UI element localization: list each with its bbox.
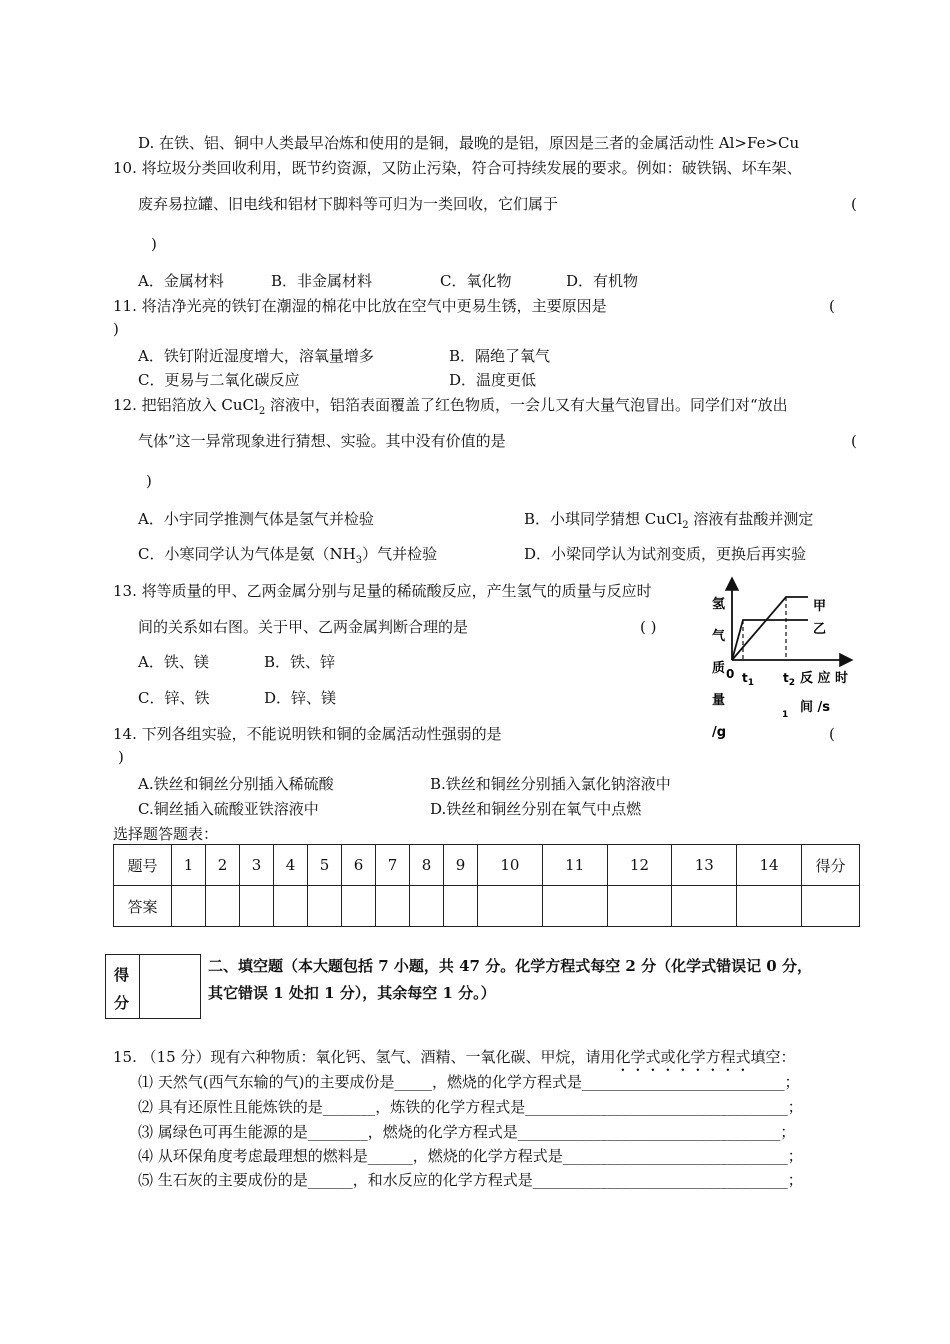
t1-label: $t_1$ <box>742 671 755 688</box>
q-number: 12 <box>607 845 672 886</box>
q-number: 8 <box>410 845 444 886</box>
q11-option-c: C．更易与二氧化碳反应 <box>138 371 300 389</box>
q12-stem-line2: 气体”这一异常现象进行猜想、实验。其中没有价值的是 <box>138 432 506 450</box>
q14-paren-open: ( <box>829 725 835 743</box>
q13-option-a: A．铁、镁 <box>138 653 209 671</box>
q-number: 2 <box>206 845 240 886</box>
q14-option-c: C.铜丝插入硫酸亚铁溶液中 <box>138 800 319 818</box>
q14-option-b: B.铁丝和铜丝分别插入氯化钠溶液中 <box>430 775 671 793</box>
origin-label: 0 <box>726 667 735 681</box>
q13-paren: ( ) <box>640 618 657 636</box>
q14-stem: 14. 下列各组实验，不能说明铁和铜的金属活动性强弱的是 <box>113 725 502 743</box>
q12-paren-open: ( <box>851 432 857 450</box>
q13-option-d: D．锌、镁 <box>264 689 337 707</box>
q13-stem-line2: 间的关系如右图。关于甲、乙两金属判断合理的是 <box>138 618 469 636</box>
series-yi-line <box>732 620 808 660</box>
section2-title-line2: 其它错误 1 处扣 1 分），其余每空 1 分。） <box>208 984 496 1002</box>
answer-cell[interactable] <box>308 886 342 927</box>
answer-cell[interactable] <box>542 886 607 927</box>
q12-option-b: B．小琪同学猜想 CuCl$_2$ 溶液有盐酸并测定 <box>524 510 814 531</box>
q-number: 9 <box>444 845 478 886</box>
section2-title-line1: 二、填空题（本大题包括 7 小题，共 47 分。化学方程式每空 2 分（化学式错误记 0 分， <box>208 957 812 975</box>
answer-cell[interactable] <box>172 886 206 927</box>
q12-paren-close: ) <box>146 472 152 490</box>
q-number: 11 <box>542 845 607 886</box>
q-number: 10 <box>478 845 543 886</box>
series-yi-label: 乙 <box>813 622 827 637</box>
q14-paren-close: ) <box>118 748 124 766</box>
q-number: 14 <box>737 845 802 886</box>
answer-table-answer-row <box>114 886 860 927</box>
q-number: 5 <box>308 845 342 886</box>
q15-item-2: ⑵ 具有还原性且能炼铁的是_______，炼铁的化学方程式是___________________________________； <box>138 1098 803 1116</box>
score-label: 得分 <box>802 845 860 886</box>
q15-item-3: ⑶ 属绿色可再生能源的是________，燃烧的化学方程式是___________________________________； <box>138 1123 796 1141</box>
series-jia-label: 甲 <box>813 599 827 614</box>
q9-option-d: D. 在铁、铝、铜中人类最早冶炼和使用的是铜，最晚的是铝，原因是三者的金属活动性 Al>Fe>Cu <box>138 134 800 152</box>
answer-cell[interactable] <box>444 886 478 927</box>
q-number: 3 <box>240 845 274 886</box>
y-label-4: 量 <box>712 693 726 708</box>
q11-option-b: B．隔绝了氧气 <box>449 347 551 365</box>
answer-table-caption: 选择题答题表： <box>113 825 219 843</box>
q11-paren-open: ( <box>829 297 835 315</box>
answer-table <box>113 844 860 927</box>
q15-item-5: ⑸ 生石灰的主要成份的是______，和水反应的化学方程式是__________________________________； <box>138 1171 803 1189</box>
section2-score-box <box>105 954 201 1019</box>
q-number: 7 <box>376 845 410 886</box>
x-label-sub: 1 <box>782 710 789 720</box>
answer-cell[interactable] <box>607 886 672 927</box>
answer-cell[interactable] <box>737 886 802 927</box>
q11-paren-close: ) <box>113 320 119 338</box>
q10-option-d: D．有机物 <box>566 272 639 290</box>
q10-paren-close: ) <box>151 235 157 253</box>
q-number: 13 <box>672 845 737 886</box>
q10-option-b: B．非金属材料 <box>271 272 373 290</box>
answer-cell[interactable] <box>342 886 376 927</box>
q12-stem-line1: 12. 把铝箔放入 CuCl$_2$ 溶液中，铝箔表面覆盖了红色物质，一会儿又有大量气泡冒出。同学们对“放出 <box>113 396 788 417</box>
reaction-graph <box>700 570 900 740</box>
q11-option-a: A．铁钉附近湿度增大，溶氧量增多 <box>138 347 374 365</box>
answer-label: 答案 <box>114 886 172 927</box>
score-box-label-1: 得 <box>114 966 130 984</box>
answer-cell[interactable] <box>672 886 737 927</box>
answer-cell[interactable] <box>206 886 240 927</box>
q15-item-4: ⑷ 从环保角度考虑最理想的燃料是______，燃烧的化学方程式是______________________________； <box>138 1147 803 1165</box>
q12-option-c: C．小寒同学认为气体是氨$(NH_3)$气并检验 <box>138 545 438 566</box>
answer-cell[interactable] <box>376 886 410 927</box>
q13-option-c: C．锌、铁 <box>138 689 210 707</box>
q14-option-d: D.铁丝和铜丝分别在氧气中点燃 <box>430 800 642 818</box>
y-label-2: 气 <box>712 629 726 644</box>
q10-paren-open: ( <box>851 195 857 213</box>
q12-option-d: D．小梁同学认为试剂变质，更换后再实验 <box>524 545 807 563</box>
y-label-5: /g <box>712 725 727 740</box>
q-number: 6 <box>342 845 376 886</box>
q10-stem-line2: 废弃易拉罐、旧电线和铝材下脚料等可归为一类回收，它们属于 <box>138 195 559 213</box>
answer-cell[interactable] <box>410 886 444 927</box>
q10-stem-line1: 10. 将垃圾分类回收利用，既节约资源，又防止污染，符合可持续发展的要求。例如：破铁锅、坏车架、 <box>113 159 802 177</box>
answer-cell[interactable] <box>478 886 543 927</box>
q15-item-1: ⑴ 天然气(西气东输的气)的主要成份是_____，燃烧的化学方程式是___________________________； <box>138 1073 800 1091</box>
answer-cell[interactable] <box>274 886 308 927</box>
q14-option-a: A.铁丝和铜丝分别插入稀硫酸 <box>138 775 334 793</box>
q-number: 4 <box>274 845 308 886</box>
q10-option-a: A．金属材料 <box>138 272 224 290</box>
x-label-line2: 间 /s <box>800 700 831 715</box>
q13-stem-line1: 13. 将等质量的甲、乙两金属分别与足量的稀硫酸反应，产生氢气的质量与反应时 <box>113 582 652 600</box>
t2-label: $t_2$ <box>783 671 796 688</box>
q10-option-c: C．氧化物 <box>440 272 512 290</box>
x-label-line1: 反 应 时 <box>800 671 849 686</box>
q13-option-b: B．铁、锌 <box>264 653 336 671</box>
answer-table-header-row <box>114 845 860 886</box>
score-cell[interactable] <box>802 886 860 927</box>
y-label-1: 氢 <box>712 597 726 612</box>
q12-option-a: A．小宇同学推测气体是氢气并检验 <box>138 510 374 528</box>
header-label: 题号 <box>114 845 172 886</box>
score-box-label-2: 分 <box>114 994 130 1012</box>
answer-cell[interactable] <box>240 886 274 927</box>
q11-option-d: D．温度更低 <box>449 371 537 389</box>
q11-stem: 11. 将洁净光亮的铁钉在潮湿的棉花中比放在空气中更易生锈，主要原因是 <box>113 297 607 315</box>
q15-stem: 15. （15 分）现有六种物质：氧化钙、氢气、酒精、一氧化碳、甲烷，请用化学式或化学方程式填空： <box>113 1048 796 1066</box>
y-label-3: 质 <box>712 661 726 676</box>
score-box-label-cell <box>106 955 140 1018</box>
q-number: 1 <box>172 845 206 886</box>
